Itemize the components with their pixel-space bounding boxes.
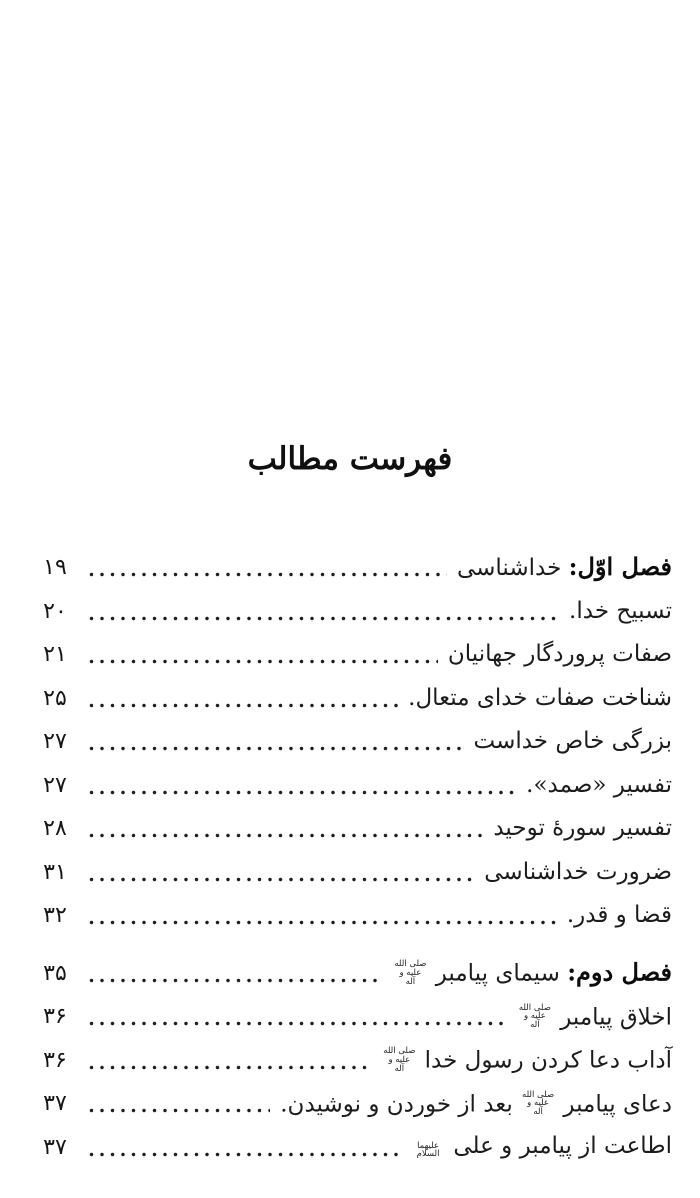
page-number: ۳۲ <box>43 903 67 929</box>
dot-leader <box>89 746 463 751</box>
table-of-contents <box>33 546 672 1169</box>
toc-entry <box>33 720 672 764</box>
dot-leader <box>89 1021 507 1026</box>
toc-entry-title <box>392 957 672 987</box>
page-number: ۳۵ <box>43 960 67 986</box>
entry-text: اطاعت از پیامبر و علی <box>453 1133 672 1160</box>
toc-entry-title <box>567 904 672 927</box>
toc-entry <box>33 764 672 808</box>
entry-text-continued: بعد از خوردن و نوشیدن. <box>280 1091 513 1118</box>
entry-text: آداب دعا کردن رسول خدا <box>424 1047 672 1074</box>
dot-leader <box>89 616 559 621</box>
honorific-mark: صلی الله علیه و آله <box>522 1089 555 1118</box>
honorific-mark: صلی الله علیه و آله <box>518 1002 551 1031</box>
dot-leader <box>89 920 557 925</box>
page-number: ۳۷ <box>43 1091 67 1117</box>
page-number: ۳۶ <box>43 1004 67 1030</box>
page-title: فهرست مطالب <box>247 441 453 477</box>
dot-leader <box>89 659 438 664</box>
dot-leader <box>89 877 474 882</box>
toc-entry-title <box>526 771 672 798</box>
entry-text: سیمای پیامبر <box>435 960 560 987</box>
entry-text: شناخت صفات خدای متعال. <box>408 684 672 711</box>
page-number: ۲۱ <box>43 642 67 668</box>
toc-section <box>33 546 672 938</box>
toc-entry <box>33 677 672 721</box>
toc-entry-title <box>517 1004 672 1030</box>
toc-entry-title <box>448 643 672 666</box>
entry-text: خداشناسی <box>456 555 562 582</box>
page-number: ۲۸ <box>43 816 67 842</box>
toc-entry <box>33 807 672 851</box>
dot-leader <box>89 1065 371 1070</box>
honorific-mark: صلی الله علیه و آله <box>383 1046 416 1074</box>
entry-text: دعای پیامبر <box>563 1091 672 1118</box>
entry-text: تفسیر «صمد». <box>526 771 672 798</box>
dot-leader <box>89 703 398 708</box>
toc-entry-title <box>408 684 672 711</box>
toc-entry <box>33 590 672 634</box>
dot-leader <box>89 790 516 795</box>
page-number: ۲۷ <box>43 729 67 755</box>
toc-section <box>33 952 672 1170</box>
toc-entry <box>33 995 672 1039</box>
honorific-mark: صلی الله علیه و آله <box>394 959 427 987</box>
entry-text: اخلاق پیامبر <box>560 1004 672 1031</box>
entry-text: بزرگی خاص خداست <box>473 728 672 755</box>
toc-entry-title <box>280 1091 672 1117</box>
toc-entry-title <box>484 858 672 885</box>
toc-entry <box>33 1126 672 1170</box>
toc-entry <box>33 1082 672 1126</box>
page-number: ۲۵ <box>43 685 67 711</box>
page-number: ۳۱ <box>43 859 67 885</box>
toc-entry-title <box>456 552 672 582</box>
toc-entry <box>33 894 672 938</box>
toc-entry-title <box>493 817 672 840</box>
chapter-label: فصل اوّل: <box>568 552 672 582</box>
toc-entry <box>33 851 672 895</box>
toc-entry <box>33 952 672 996</box>
entry-text: تسبیح خدا. <box>569 597 672 624</box>
chapter-label: فصل دوم: <box>567 957 672 987</box>
honorific-mark: علیهما السلام <box>416 1140 440 1160</box>
entry-text: صفات پروردگار جهانیان <box>447 641 672 668</box>
toc-entry <box>33 546 672 590</box>
dot-leader <box>89 833 483 838</box>
page-number: ۱۹ <box>43 555 67 581</box>
page-number: ۲۰ <box>43 598 67 624</box>
page-number: ۳۷ <box>43 1134 67 1160</box>
toc-entry <box>33 633 672 677</box>
toc-entry <box>33 1039 672 1083</box>
dot-leader <box>89 572 447 577</box>
toc-entry-title <box>381 1047 672 1073</box>
entry-text: قضا و قدر. <box>566 902 672 929</box>
page-number: ۳۶ <box>43 1047 67 1073</box>
entry-text: ضرورت خداشناسی <box>484 858 672 885</box>
dot-leader <box>89 978 382 983</box>
toc-entry-title <box>569 597 672 624</box>
page-number: ۲۷ <box>43 772 67 798</box>
toc-entry-title <box>473 730 672 753</box>
entry-text: تفسیر سورهٔ توحید <box>493 815 672 842</box>
dot-leader <box>89 1108 270 1113</box>
dot-leader <box>89 1152 400 1157</box>
toc-entry-title <box>410 1135 672 1159</box>
